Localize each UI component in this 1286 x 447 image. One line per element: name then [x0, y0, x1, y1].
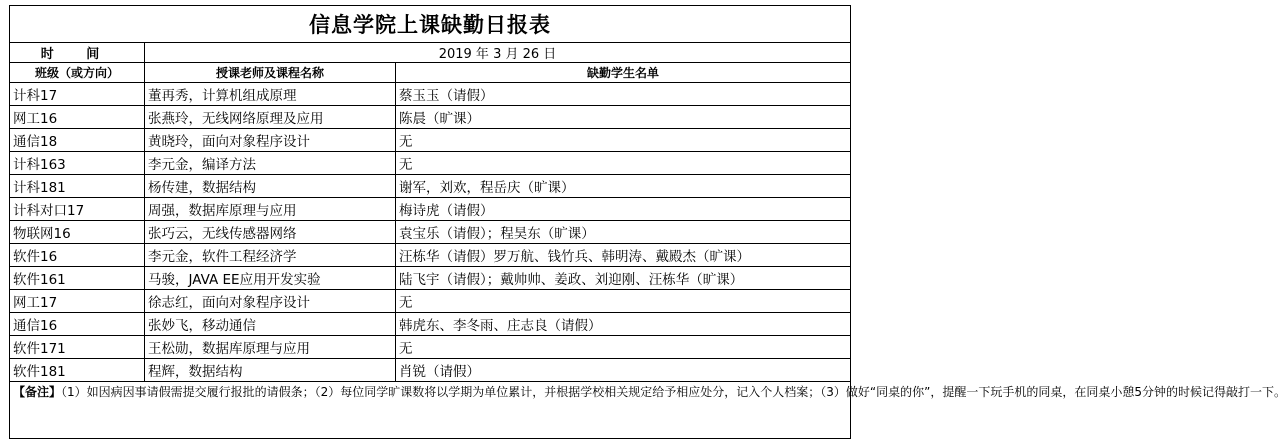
table-row [10, 83, 851, 106]
note-label: 【备注】 [13, 385, 62, 399]
absent-cell: 谢军，刘欢，程岳庆（旷课） [396, 175, 851, 198]
table-row [10, 336, 851, 359]
teacher-course-cell: 董再秀，计算机组成原理 [145, 83, 396, 106]
absent-cell: 无 [396, 129, 851, 152]
table-row [10, 152, 851, 175]
table-row [10, 106, 851, 129]
class-cell: 通信16 [10, 313, 145, 336]
absent-cell: 无 [396, 152, 851, 175]
report-title: 信息学院上课缺勤日报表 [10, 6, 851, 43]
absent-cell: 袁宝乐（请假）；程昊东（旷课） [396, 221, 851, 244]
class-cell: 网工17 [10, 290, 145, 313]
class-cell: 网工16 [10, 106, 145, 129]
teacher-course-cell: 王松勋，数据库原理与应用 [145, 336, 396, 359]
teacher-course-cell: 李元金，编译方法 [145, 152, 396, 175]
absent-cell: 无 [396, 336, 851, 359]
absent-cell: 陆飞宇（请假）；戴帅帅、姜政、刘迎刚、汪栋华（旷课） [396, 267, 851, 290]
table-row [10, 129, 851, 152]
teacher-course-cell: 周强，数据库原理与应用 [145, 198, 396, 221]
table-row [10, 359, 851, 382]
teacher-course-cell: 张燕玲，无线网络原理及应用 [145, 106, 396, 129]
table-row [10, 313, 851, 336]
table-row [10, 290, 851, 313]
absent-cell: 蔡玉玉（请假） [396, 83, 851, 106]
teacher-course-cell: 马骏，JAVA EE应用开发实验 [145, 267, 396, 290]
header-absent: 缺勤学生名单 [396, 63, 851, 83]
teacher-course-cell: 杨传建，数据结构 [145, 175, 396, 198]
time-row [10, 43, 851, 63]
table-row [10, 221, 851, 244]
note-text: （1）如因病因事请假需提交履行报批的请假条；（2）每位同学旷课数将以学期为单位累计，并根据学校相关规定给予相应处分，记入个人档案；（3）做好“同桌的你”，提醒一下玩手机的同桌，在同桌小憩5分钟的时候记得敲打一下。 [61, 385, 1286, 399]
class-cell: 通信18 [10, 129, 145, 152]
teacher-course-cell: 李元金，软件工程经济学 [145, 244, 396, 267]
class-cell: 计科181 [10, 175, 145, 198]
class-cell: 软件161 [10, 267, 145, 290]
table-row [10, 244, 851, 267]
teacher-course-cell: 张巧云，无线传感器网络 [145, 221, 396, 244]
class-cell: 计科对口17 [10, 198, 145, 221]
table-row [10, 267, 851, 290]
absent-cell: 肖锐（请假） [396, 359, 851, 382]
teacher-course-cell: 张妙飞，移动通信 [145, 313, 396, 336]
teacher-course-cell: 程辉，数据结构 [145, 359, 396, 382]
class-cell: 计科163 [10, 152, 145, 175]
absent-cell: 汪栋华（请假）罗万航、钱竹兵、韩明涛、戴殿杰（旷课） [396, 244, 851, 267]
title-row [10, 6, 851, 43]
teacher-course-cell: 黄晓玲，面向对象程序设计 [145, 129, 396, 152]
header-class: 班级（或方向） [10, 63, 145, 83]
table-row [10, 175, 851, 198]
teacher-course-cell: 徐志红，面向对象程序设计 [145, 290, 396, 313]
class-cell: 软件171 [10, 336, 145, 359]
absent-cell: 韩虎东、李冬雨、庄志良（请假） [396, 313, 851, 336]
class-cell: 计科17 [10, 83, 145, 106]
report-date: 2019 年 3 月 26 日 [145, 43, 851, 63]
absent-cell: 陈晨（旷课） [396, 106, 851, 129]
header-row [10, 63, 851, 83]
note-row [10, 382, 851, 439]
absent-cell: 梅诗虎（请假） [396, 198, 851, 221]
absence-report-table [9, 5, 1286, 439]
header-teacher-course: 授课老师及课程名称 [145, 63, 396, 83]
class-cell: 软件181 [10, 359, 145, 382]
time-label: 时 间 [10, 43, 145, 63]
class-cell: 物联网16 [10, 221, 145, 244]
absent-cell: 无 [396, 290, 851, 313]
note-cell [10, 382, 1286, 439]
class-cell: 软件16 [10, 244, 145, 267]
table-row [10, 198, 851, 221]
